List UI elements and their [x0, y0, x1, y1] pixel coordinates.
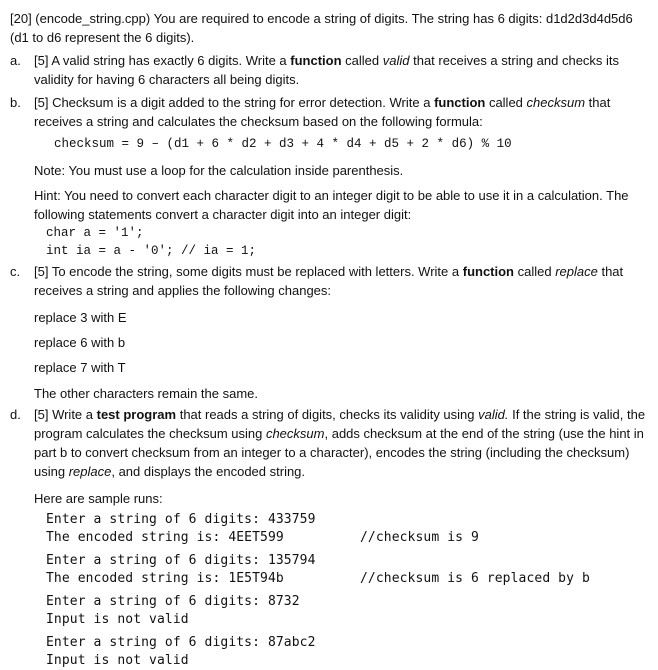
sample-run-4-output: Input is not valid [46, 653, 189, 668]
part-c-italic: replace [555, 264, 598, 279]
part-d-l2-text-1: program calculates the checksum using [34, 426, 266, 441]
part-a-bold: function [290, 53, 342, 68]
header-line-1: [20] (encode_string.cpp) You are required to encode a string of digits. The string has 6 digits: d1d2d3d4d5d6 [10, 11, 633, 26]
sample-run-1-output: The encoded string is: 4EET599 [46, 530, 284, 545]
part-b-italic: checksum [526, 95, 586, 110]
part-d-line-3: part b to convert checksum from an integer to a character), encodes the string (including the checksum) [34, 445, 630, 460]
part-d-l4-text-2: , and displays the encoded string. [111, 464, 306, 479]
samples-label: Here are sample runs: [34, 491, 163, 506]
part-c-text-2: called [514, 264, 556, 279]
sample-run-3-output: Input is not valid [46, 612, 189, 627]
part-d-line-4 [34, 462, 305, 481]
sample-run-1-prompt: Enter a string of 6 digits: 433759 [46, 512, 316, 527]
part-d-l4-text-1: using [34, 464, 69, 479]
part-b-hint-2: following statements convert a character digit into an integer digit: [34, 207, 412, 222]
part-b-bold: function [434, 95, 486, 110]
sample-run-2-comment: //checksum is 6 replaced by b [360, 571, 590, 586]
part-b-line-1 [34, 93, 610, 112]
part-a-line-1 [34, 51, 619, 70]
part-d-italic: valid. [478, 407, 509, 422]
sample-run-4-prompt: Enter a string of 6 digits: 87abc2 [46, 635, 316, 650]
part-a-italic: valid [382, 53, 410, 68]
part-d-l4-italic: replace [68, 464, 112, 479]
part-c-line-1 [34, 262, 623, 281]
sample-run-2-prompt: Enter a string of 6 digits: 135794 [46, 553, 316, 568]
part-a-letter: a. [10, 53, 21, 68]
header-line-2: (d1 to d6 represent the 6 digits). [10, 30, 195, 45]
part-d-l2-text-2: , adds checksum at the end of the string (use the hint in [324, 426, 644, 441]
part-d-text-3: If the string is valid, the [508, 407, 646, 422]
part-b-note: Note: You must use a loop for the calculation inside parenthesis. [34, 163, 404, 178]
replace-rule-1: replace 3 with E [34, 310, 127, 325]
part-d-bold: test program [96, 407, 177, 422]
part-b-letter: b. [10, 95, 21, 110]
hint-code-2: int ia = a - '0'; // ia = 1; [46, 244, 257, 258]
hint-code-1: char a = '1'; [46, 226, 144, 240]
part-b-text-3: that [585, 95, 611, 110]
replace-rule-3: replace 7 with T [34, 360, 126, 375]
part-c-other: The other characters remain the same. [34, 386, 258, 401]
part-d-l2-italic: checksum [265, 426, 325, 441]
part-c-letter: c. [10, 264, 21, 279]
part-c-text-1: [5] To encode the string, some digits must be replaced with letters. Write a [34, 264, 463, 279]
part-a-text-1: [5] A valid string has exactly 6 digits. Write a [34, 53, 291, 68]
part-c-line-2: receives a string and applies the following changes: [34, 283, 332, 298]
part-c-text-3: that [597, 264, 624, 279]
part-c-bold: function [462, 264, 514, 279]
part-d-letter: d. [10, 407, 21, 422]
part-b-text-2: called [485, 95, 527, 110]
sample-run-2-output: The encoded string is: 1E5T94b [46, 571, 284, 586]
part-a-text-2: called [341, 53, 383, 68]
checksum-formula: checksum = 9 – (d1 + 6 * d2 + d3 + 4 * d4 + d5 + 2 * d6) % 10 [54, 137, 512, 151]
part-d-text-1: [5] Write a [34, 407, 97, 422]
replace-rule-2: replace 6 with b [34, 335, 126, 350]
part-a-line-2: validity for having 6 characters all being digits. [34, 72, 300, 87]
part-b-hint-1: Hint: You need to convert each character digit to an integer digit to be able to use it in a calculation. The [34, 188, 629, 203]
part-b-line-2: receives a string and calculates the checksum based on the following formula: [34, 114, 483, 129]
part-d-line-2 [34, 424, 644, 443]
part-d-text-2: that reads a string of digits, checks its validity using [176, 407, 479, 422]
sample-run-3-prompt: Enter a string of 6 digits: 8732 [46, 594, 300, 609]
part-d-line-1 [34, 405, 645, 424]
part-b-text-1: [5] Checksum is a digit added to the string for error detection. Write a [34, 95, 435, 110]
part-a-text-3: that receives a string and checks its [409, 53, 620, 68]
sample-run-1-comment: //checksum is 9 [360, 530, 479, 545]
